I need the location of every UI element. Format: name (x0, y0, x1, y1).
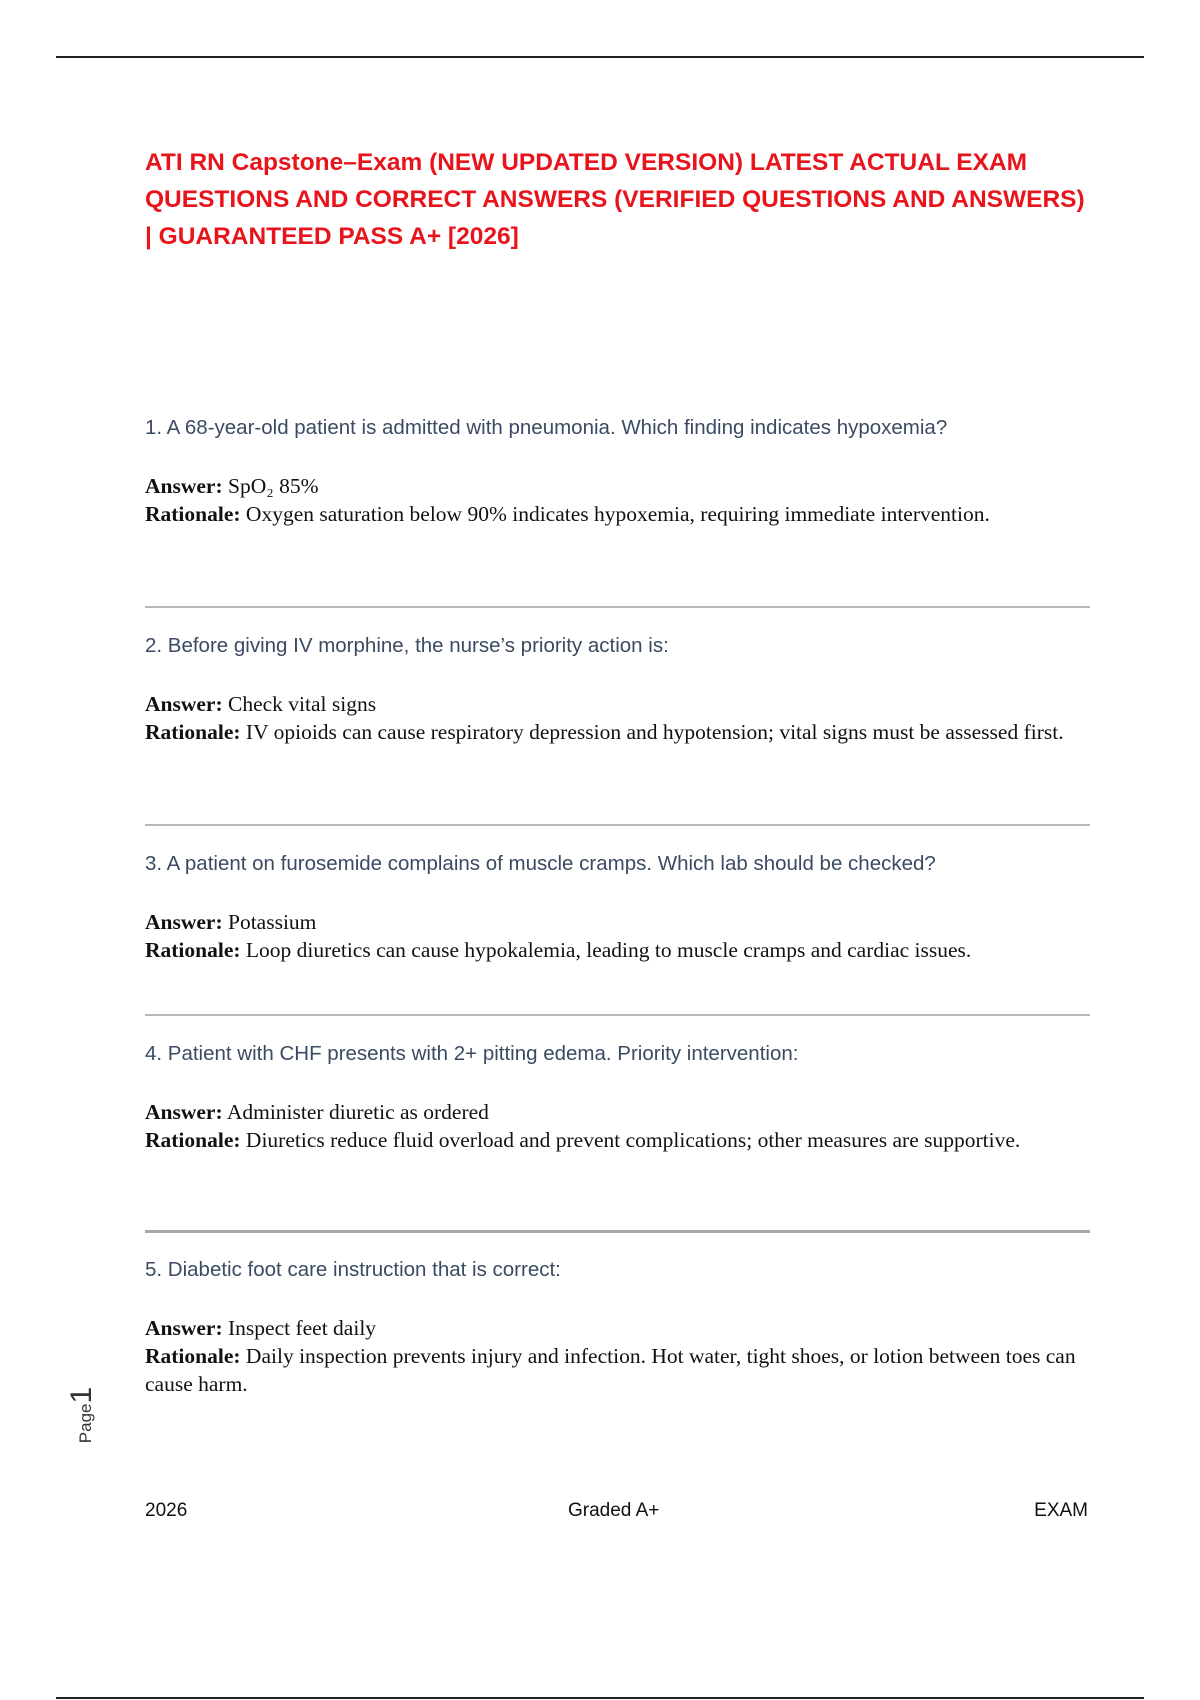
footer-rule (56, 1697, 1144, 1699)
question-text: 5. Diabetic foot care instruction that is correct: (145, 1258, 561, 1281)
section-divider (145, 1230, 1090, 1233)
answer-text: Administer diuretic as ordered (226, 1100, 489, 1124)
footer-year: 2026 (145, 1500, 188, 1521)
answer-label: Answer: (145, 1100, 223, 1124)
answer-block (145, 1098, 1090, 1154)
question-text: 3. A patient on furosemide complains of muscle cramps. Which lab should be checked? (145, 852, 936, 875)
rationale-label: Rationale: (145, 938, 241, 962)
page-number: 1 (65, 1386, 98, 1404)
page-number-marker (62, 1380, 102, 1450)
qa-item-5 (145, 1256, 1090, 1398)
rationale-label: Rationale: (145, 1128, 241, 1152)
rationale-label: Rationale: (145, 1344, 241, 1368)
section-divider (145, 1014, 1090, 1016)
footer-grade: Graded A+ (568, 1500, 660, 1521)
answer-label: Answer: (145, 910, 223, 934)
section-divider (145, 606, 1090, 608)
rationale-text: IV opioids can cause respiratory depression and hypotension; vital signs must be assessed first. (245, 720, 1064, 744)
header-rule (56, 56, 1144, 58)
rationale-text: Daily inspection prevents injury and infection. Hot water, tight shoes, or lotion between toes can cause harm. (145, 1344, 1076, 1396)
answer-block (145, 1314, 1090, 1398)
qa-item-4 (145, 1040, 1090, 1154)
answer-label: Answer: (145, 692, 223, 716)
answer-block (145, 472, 1090, 528)
question-text: 4. Patient with CHF presents with 2+ pitting edema. Priority intervention: (145, 1042, 799, 1065)
rationale-label: Rationale: (145, 720, 241, 744)
answer-text: Check vital signs (228, 692, 377, 716)
answer-block (145, 690, 1090, 746)
qa-item-2 (145, 632, 1090, 746)
answer-text: Inspect feet daily (228, 1316, 377, 1340)
answer-text: SpO₂ 85% (228, 474, 319, 498)
section-divider (145, 824, 1090, 826)
rationale-text: Loop diuretics can cause hypokalemia, leading to muscle cramps and cardiac issues. (245, 938, 972, 962)
question-text: 2. Before giving IV morphine, the nurse’s priority action is: (145, 634, 669, 657)
answer-text: Potassium (228, 910, 317, 934)
footer-exam: EXAM (1034, 1500, 1088, 1521)
answer-block (145, 908, 1090, 964)
rationale-text: Diuretics reduce fluid overload and prevent complications; other measures are supportive. (245, 1128, 1021, 1152)
answer-label: Answer: (145, 1316, 223, 1340)
answer-label: Answer: (145, 474, 223, 498)
rationale-label: Rationale: (145, 502, 241, 526)
rationale-text: Oxygen saturation below 90% indicates hypoxemia, requiring immediate intervention. (245, 502, 990, 526)
page-word: Page (76, 1403, 95, 1444)
qa-item-1 (145, 414, 1090, 528)
question-text: 1. A 68-year-old patient is admitted with pneumonia. Which finding indicates hypoxemia? (145, 416, 948, 439)
qa-item-3 (145, 850, 1090, 964)
document-title: ATI RN Capstone–Exam (NEW UPDATED VERSION) LATEST ACTUAL EXAM QUESTIONS AND CORRECT ANSWERS (VERIFIED QUESTIONS AND ANSWERS) | GUARANTEED PASS A+ [2026] (145, 149, 1085, 250)
